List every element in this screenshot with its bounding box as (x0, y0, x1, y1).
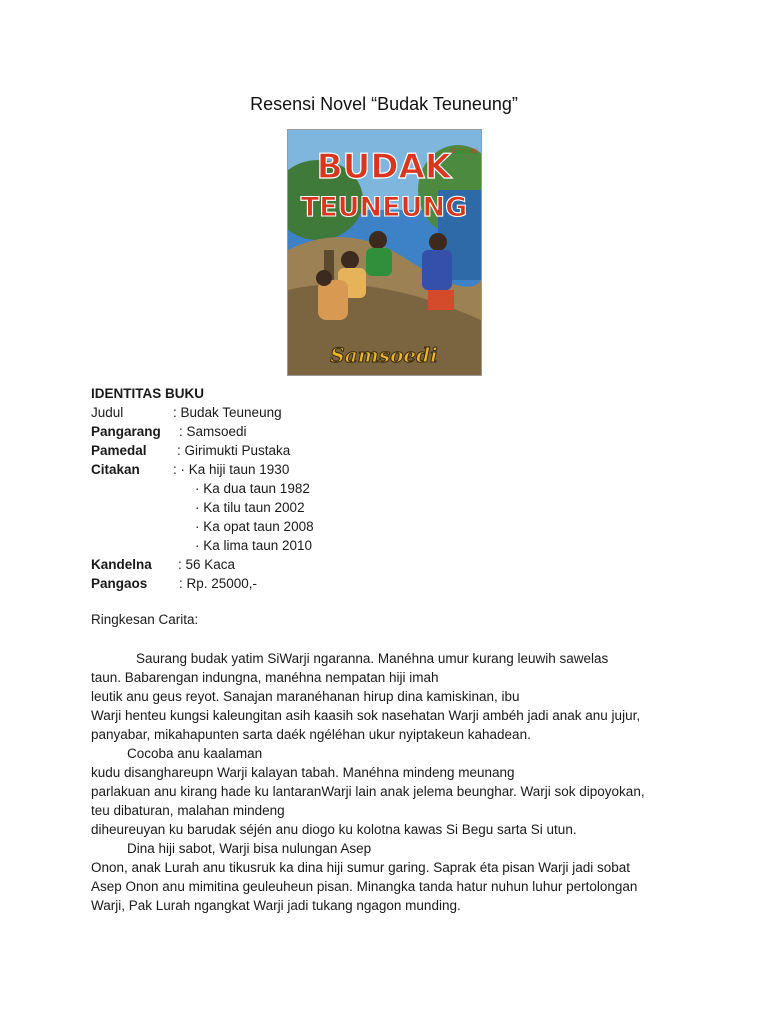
judul-label: Judul (91, 405, 124, 420)
judul-value: : Budak Teuneung (173, 405, 282, 420)
cover-title-line2: TEUNEUNG (300, 192, 468, 223)
citakan-label: Citakan (91, 462, 140, 477)
identity-heading: IDENTITAS BUKU (91, 386, 204, 401)
kandelna-label: Kandelna (91, 557, 152, 572)
identity-row-pangarang (91, 422, 314, 441)
summary-line: taun. Babarengan indungna, manéhna nempatan hiji imah (91, 670, 439, 685)
summary-line: parlakuan anu kirang hade ku lantaranWarji lain anak jelema beunghar. Warji sok dipoyokan, (91, 784, 645, 799)
summary-line: Dina hiji sabot, Warji bisa nulungan Asep (127, 841, 372, 856)
citakan-value: : · Ka hiji taun 1930 (173, 462, 290, 477)
summary-text (91, 649, 691, 915)
identity-row-judul (91, 403, 314, 422)
pamedal-value: : Girimukti Pustaka (177, 443, 291, 458)
summary-line: Onon, anak Lurah anu tikusruk ka dina hiji sumur garing. Saprak éta pisan Warji jadi sobat (91, 860, 631, 875)
citakan-item: · Ka opat taun 2008 (195, 519, 314, 534)
cover-publisher-logo: Girimukti (450, 148, 478, 155)
pangaos-label: Pangaos (91, 576, 148, 591)
summary-line: Cocoba anu kaalaman (127, 746, 263, 761)
summary-heading: Ringkesan Carita: (91, 612, 199, 627)
identity-row-kandelna (91, 555, 314, 574)
summary-line: panyabar, mikahapunten sarta daék ngéléhan ukur nyiptakeun kahadean. (91, 727, 531, 742)
book-identity-section (91, 384, 314, 593)
pangarang-value: : Samsoedi (179, 424, 247, 439)
citakan-item: · Ka dua taun 1982 (195, 481, 310, 496)
identity-row-pamedal (91, 441, 314, 460)
summary-line: Asep Onon anu mimitina geuleuheun pisan. Minangka tanda hatur nuhun luhur pertolongan (91, 879, 638, 894)
cover-title-line1: BUDAK (316, 147, 452, 187)
kandelna-value: : 56 Kaca (178, 557, 236, 572)
pangaos-value: : Rp. 25000,- (179, 576, 258, 591)
summary-line: Warji henteu kungsi kaleungitan asih kaasih sok nasehatan Warji ambéh jadi anak anu jujur, (91, 708, 641, 723)
identity-row-pangaos (91, 574, 314, 593)
citakan-item: · Ka lima taun 2010 (195, 538, 313, 553)
pangarang-label: Pangarang (91, 424, 161, 439)
summary-line: teu dibaturan, malahan mindeng (91, 803, 285, 818)
identity-row-citakan (91, 460, 314, 479)
citakan-item: · Ka tilu taun 2002 (195, 500, 305, 515)
summary-line: kudu disanghareupn Warji kalayan tabah. Manéhna mindeng meunang (91, 765, 515, 780)
page-title: Resensi Novel “Budak Teuneung” (250, 94, 518, 114)
summary-line: diheureuyan ku barudak séjén anu diogo ku kolotna kawas Si Begu sarta Si utun. (91, 822, 577, 837)
summary-line: Warji, Pak Lurah ngangkat Warji jadi tukang ngagon munding. (91, 898, 461, 913)
pamedal-label: Pamedal (91, 443, 147, 458)
summary-line: Saurang budak yatim SiWarji ngaranna. Manéhna umur kurang leuwih sawelas (136, 651, 609, 666)
summary-line: leutik anu geus reyot. Sanajan maranéhanan hirup dina kamiskinan, ibu (91, 689, 520, 704)
book-cover-image (287, 129, 482, 376)
cover-author: Samsoedi (330, 343, 438, 367)
